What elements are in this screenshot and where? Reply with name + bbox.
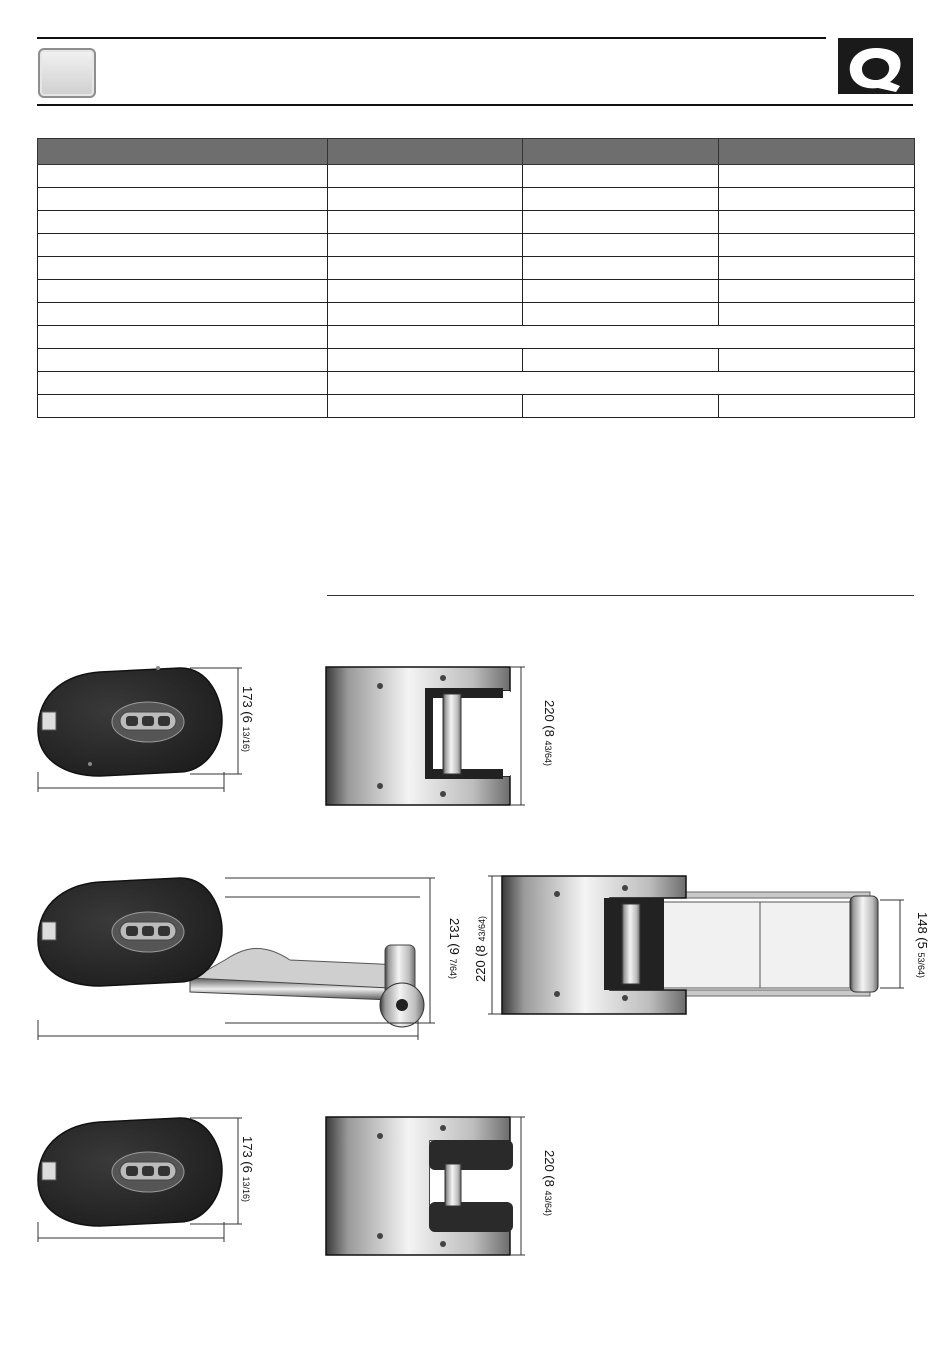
table-cell (719, 280, 915, 303)
side-view-drawing-3 (30, 1110, 260, 1250)
table-cell (328, 211, 523, 234)
table-row (38, 211, 915, 234)
table-row (38, 349, 915, 372)
dimension-side-height-1: 173 (6 13/16) (240, 686, 255, 753)
table-cell (523, 234, 719, 257)
table-cell (719, 395, 915, 418)
dimension-top-height-3: 220 (8 43/64) (542, 1150, 557, 1217)
table-cell-merged (328, 372, 915, 395)
table-cell (328, 257, 523, 280)
section-rule (327, 595, 914, 596)
table-cell (38, 257, 328, 280)
dimension-side-height-2: 231 (9 7/64) (447, 918, 462, 979)
table-cell (523, 303, 719, 326)
side-view-drawing-1 (30, 660, 260, 800)
table-row (38, 234, 915, 257)
table-row (38, 326, 915, 349)
table-cell (38, 280, 328, 303)
dimension-top-width-2: 148 (5 53/64) (915, 912, 930, 979)
table-cell (38, 326, 328, 349)
brand-logo (838, 38, 913, 94)
table-cell (719, 165, 915, 188)
table-cell (38, 211, 328, 234)
table-cell (719, 188, 915, 211)
table-cell (38, 372, 328, 395)
chapter-box (38, 48, 96, 98)
table-cell (523, 349, 719, 372)
top-view-drawing-2 (480, 870, 920, 1020)
table-cell (38, 395, 328, 418)
table-cell (328, 349, 523, 372)
table-row (38, 303, 915, 326)
table-header-cell (523, 139, 719, 165)
table-row (38, 280, 915, 303)
table-cell (719, 257, 915, 280)
top-view-drawing-1 (325, 666, 535, 808)
table-cell (328, 234, 523, 257)
logo-q-icon (838, 38, 913, 94)
table-cell-merged (328, 326, 915, 349)
table-cell (523, 165, 719, 188)
table-header-cell (328, 139, 523, 165)
dimension-side-height-3: 173 (6 13/16) (240, 1136, 255, 1203)
table-cell (38, 234, 328, 257)
table-row (38, 257, 915, 280)
table-cell (328, 188, 523, 211)
table-cell (719, 211, 915, 234)
table-row (38, 165, 915, 188)
table-row (38, 188, 915, 211)
table-cell (328, 280, 523, 303)
table-header-row (38, 139, 915, 165)
table-cell (328, 165, 523, 188)
table-row (38, 395, 915, 418)
table-cell (38, 349, 328, 372)
table-cell (38, 188, 328, 211)
table-header-cell (719, 139, 915, 165)
table-cell (328, 395, 523, 418)
spec-table (37, 138, 915, 418)
table-header-cell (38, 139, 328, 165)
table-cell (523, 211, 719, 234)
table-cell (328, 303, 523, 326)
table-cell (719, 234, 915, 257)
top-view-drawing-3 (325, 1116, 535, 1258)
table-row (38, 372, 915, 395)
dimension-top-height-1: 220 (8 43/64) (542, 700, 557, 767)
table-cell (523, 257, 719, 280)
table-cell (523, 280, 719, 303)
header-bottom-rule (37, 104, 913, 106)
side-view-drawing-2 (30, 870, 440, 1045)
table-cell (523, 395, 719, 418)
table-cell (38, 303, 328, 326)
table-cell (38, 165, 328, 188)
table-cell (719, 303, 915, 326)
header-top-rule (37, 37, 826, 39)
dimension-top-height-2: 220 (8 43/64) (473, 915, 488, 982)
table-cell (523, 188, 719, 211)
table-cell (719, 349, 915, 372)
